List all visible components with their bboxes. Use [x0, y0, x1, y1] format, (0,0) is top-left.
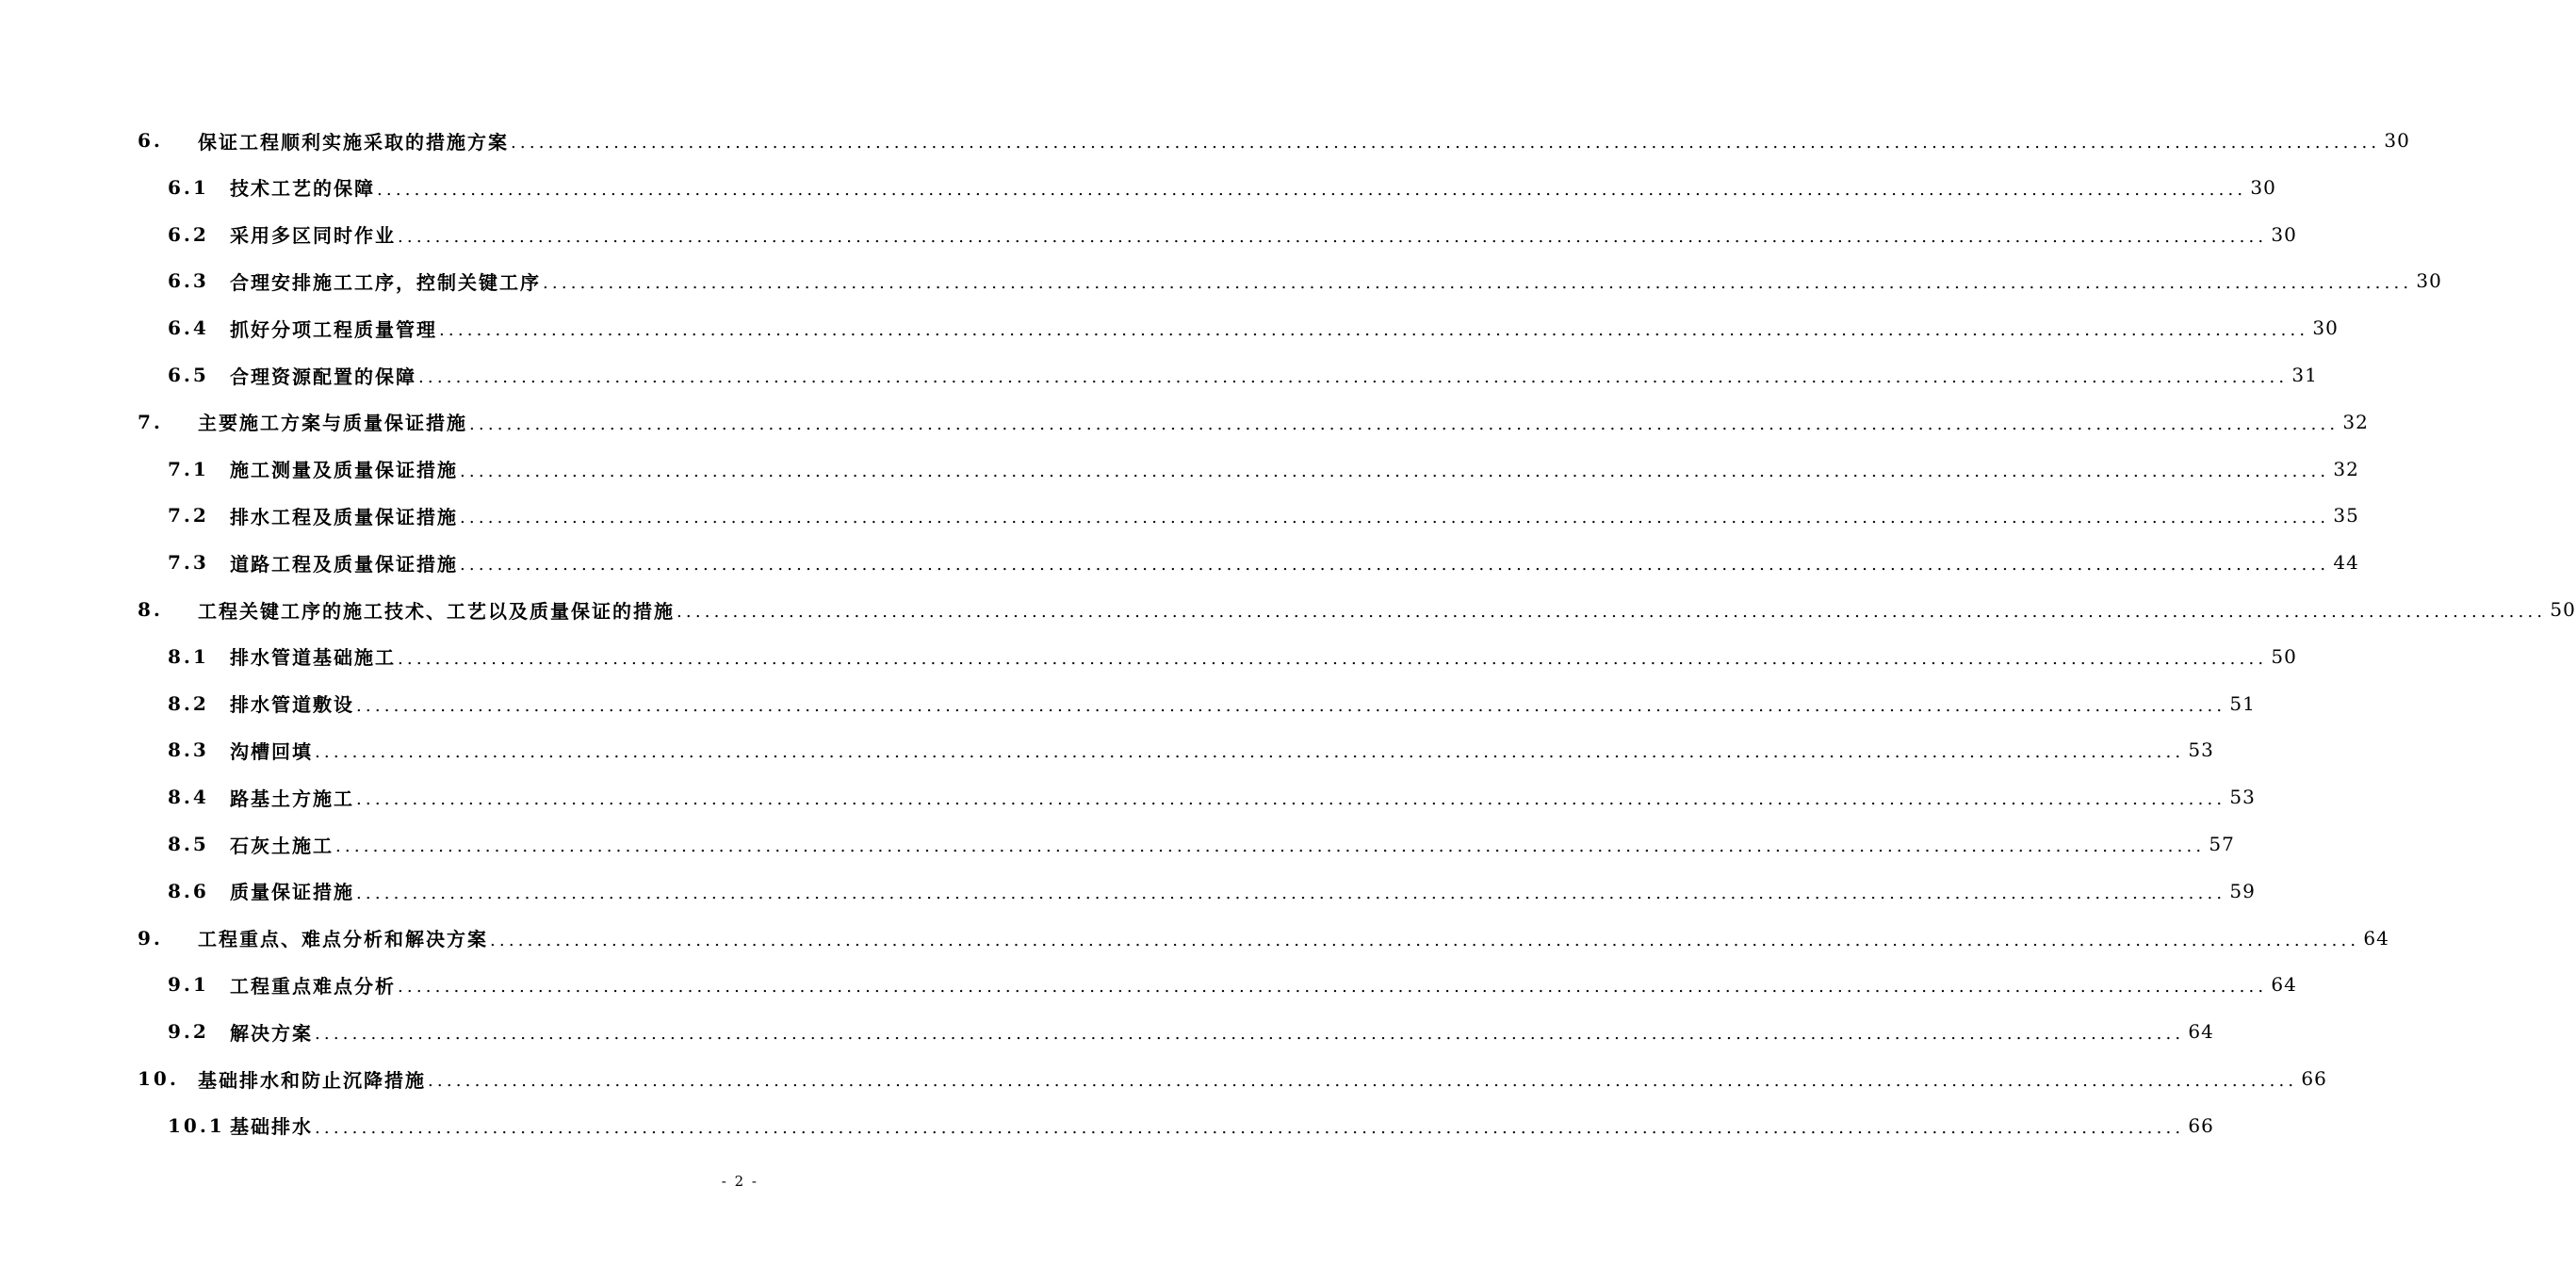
- toc-entry-number: 7.3: [168, 551, 209, 575]
- toc-entry-page: 51: [2229, 691, 2256, 715]
- toc-entry-title: 基础排水: [230, 1115, 313, 1139]
- toc-entry[interactable]: [168, 868, 2256, 915]
- toc-entry-title: 施工测量及质量保证措施: [230, 459, 458, 482]
- toc-entry[interactable]: [168, 492, 2359, 539]
- toc-entry[interactable]: [138, 117, 2410, 164]
- toc-dot-leader: ........................................................................................................................................................................................................: [335, 836, 2206, 856]
- toc-dot-leader: ........................................................................................................................................................................................................: [356, 789, 2226, 810]
- toc-entry-number: 6.2: [168, 222, 209, 246]
- toc-dot-leader: ........................................................................................................................................................................................................: [428, 1071, 2298, 1091]
- toc-entry[interactable]: [168, 1008, 2214, 1055]
- toc-entry-number: 10.1: [168, 1113, 225, 1137]
- toc-entry-page: 30: [2384, 129, 2410, 152]
- toc-entry-number: 9.: [138, 926, 163, 950]
- toc-dot-leader: ........................................................................................................................................................................................................: [460, 508, 2330, 528]
- toc-entry-number: 6.4: [168, 316, 209, 340]
- toc-dot-leader: ........................................................................................................................................................................................................: [315, 742, 2185, 763]
- toc-entry-page: 50: [2271, 644, 2297, 668]
- toc-entry[interactable]: [168, 680, 2256, 727]
- toc-entry-number: 8.3: [168, 738, 209, 762]
- toc-entry-title: 解决方案: [230, 1021, 313, 1045]
- toc-entry-title: 主要施工方案与质量保证措施: [198, 412, 467, 435]
- toc-entry[interactable]: [138, 586, 2576, 633]
- toc-entry-title: 技术工艺的保障: [230, 177, 375, 201]
- toc-entry-title: 抓好分项工程质量管理: [230, 317, 437, 341]
- toc-entry-number: 7.: [138, 410, 163, 433]
- toc-dot-leader: ........................................................................................................................................................................................................: [418, 367, 2289, 387]
- toc-entry-title: 合理安排施工工序，控制关键工序: [230, 270, 541, 294]
- toc-entry[interactable]: [168, 726, 2214, 773]
- toc-entry-page: 30: [2250, 175, 2276, 199]
- toc-entry[interactable]: [168, 539, 2359, 586]
- toc-entry-page: 53: [2188, 738, 2214, 762]
- toc-dot-leader: ........................................................................................................................................................................................................: [398, 648, 2268, 669]
- toc-dot-leader: ........................................................................................................................................................................................................: [315, 1024, 2185, 1045]
- toc-entry-page: 59: [2229, 879, 2256, 902]
- toc-entry-page: 30: [2271, 222, 2297, 246]
- toc-entry-number: 6.5: [168, 364, 209, 386]
- toc-entry-number: 9.1: [168, 973, 209, 997]
- toc-entry-title: 工程关键工序的施工技术、工艺以及质量保证的措施: [198, 599, 675, 623]
- toc-entry-page: 44: [2333, 551, 2359, 575]
- toc-dot-leader: ........................................................................................................................................................................................................: [460, 461, 2330, 481]
- toc-dot-leader: ........................................................................................................................................................................................................: [356, 695, 2226, 716]
- toc-entry-page: 31: [2291, 364, 2318, 386]
- toc-entry-number: 8.4: [168, 786, 209, 809]
- toc-entry-page: 30: [2312, 316, 2339, 340]
- toc-entry[interactable]: [168, 304, 2339, 351]
- toc-dot-leader: ........................................................................................................................................................................................................: [490, 930, 2360, 950]
- toc-entry-number: 6.3: [168, 269, 209, 293]
- toc-entry[interactable]: [168, 257, 2442, 304]
- toc-entry-title: 合理资源配置的保障: [230, 365, 416, 388]
- toc-entry[interactable]: [168, 351, 2318, 398]
- toc-entry-number: 6.1: [168, 175, 209, 199]
- toc-entry-page: 32: [2342, 410, 2369, 433]
- toc-entry-number: 7.1: [168, 457, 209, 480]
- toc-entry-page: 64: [2271, 973, 2297, 997]
- toc-entry-title: 保证工程顺利实施采取的措施方案: [198, 130, 509, 154]
- toc-entry-number: 8.2: [168, 691, 209, 715]
- toc-entry[interactable]: [168, 820, 2235, 868]
- toc-entry[interactable]: [168, 1102, 2214, 1149]
- toc-entry-page: 32: [2333, 457, 2359, 480]
- toc-entry[interactable]: [138, 398, 2369, 446]
- toc-entry-page: 30: [2416, 269, 2442, 293]
- toc-entry-title: 工程重点难点分析: [230, 974, 396, 998]
- toc-dot-leader: ........................................................................................................................................................................................................: [677, 602, 2547, 622]
- toc-dot-leader: ........................................................................................................................................................................................................: [511, 133, 2381, 153]
- toc-entry[interactable]: [168, 446, 2359, 493]
- toc-entry-page: 66: [2188, 1113, 2214, 1137]
- toc-entry-page: 64: [2188, 1020, 2214, 1044]
- toc-dot-leader: ........................................................................................................................................................................................................: [356, 883, 2226, 903]
- toc-entry-number: 8.6: [168, 879, 209, 902]
- toc-entry-title: 道路工程及质量保证措施: [230, 552, 458, 576]
- toc-entry-title: 路基土方施工: [230, 787, 354, 810]
- toc-entry-page: 35: [2333, 504, 2359, 528]
- toc-entry[interactable]: [168, 773, 2256, 820]
- toc-entry[interactable]: [138, 1055, 2327, 1102]
- toc-entry[interactable]: [168, 211, 2297, 258]
- toc-dot-leader: ........................................................................................................................................................................................................: [377, 179, 2247, 200]
- toc-entry-title: 基础排水和防止沉降措施: [198, 1068, 426, 1092]
- toc-entry-number: 8.: [138, 598, 163, 621]
- toc-entry-title: 沟槽回填: [230, 739, 313, 763]
- toc-entry-number: 7.2: [168, 504, 209, 528]
- page-number: - 2 -: [721, 1173, 758, 1190]
- toc-entry-title: 采用多区同时作业: [230, 224, 396, 248]
- toc-dot-leader: ........................................................................................................................................................................................................: [439, 320, 2309, 341]
- toc-entry-page: 53: [2229, 786, 2256, 809]
- toc-dot-leader: ........................................................................................................................................................................................................: [398, 977, 2268, 998]
- toc-entry[interactable]: [168, 633, 2297, 680]
- toc-entry-number: 9.2: [168, 1020, 209, 1044]
- toc-entry-title: 排水工程及质量保证措施: [230, 505, 458, 528]
- toc-entry-title: 排水管道基础施工: [230, 646, 396, 670]
- toc-dot-leader: ........................................................................................................................................................................................................: [398, 226, 2268, 247]
- toc-entry-number: 8.5: [168, 833, 209, 855]
- toc-dot-leader: ........................................................................................................................................................................................................: [543, 273, 2413, 294]
- toc-entry-page: 50: [2550, 598, 2576, 621]
- toc-entry[interactable]: [168, 164, 2276, 211]
- toc-entry-page: 66: [2301, 1067, 2327, 1090]
- toc-entry-title: 石灰土施工: [230, 834, 334, 857]
- toc-entry-title: 排水管道敷设: [230, 693, 354, 717]
- toc-entry[interactable]: [138, 915, 2389, 962]
- toc-entry-page: 64: [2363, 926, 2389, 950]
- toc-entry-number: 8.1: [168, 644, 209, 668]
- toc-entry-title: 质量保证措施: [230, 881, 354, 904]
- toc-entry-page: 57: [2209, 833, 2235, 855]
- toc-entry[interactable]: [168, 961, 2297, 1008]
- toc-dot-leader: ........................................................................................................................................................................................................: [469, 414, 2340, 434]
- toc-entry-number: 10.: [138, 1067, 179, 1090]
- toc-entry-number: 6.: [138, 129, 163, 152]
- toc-dot-leader: ........................................................................................................................................................................................................: [315, 1117, 2185, 1138]
- toc-entry-title: 工程重点、难点分析和解决方案: [198, 928, 488, 951]
- toc-dot-leader: ........................................................................................................................................................................................................: [460, 555, 2330, 576]
